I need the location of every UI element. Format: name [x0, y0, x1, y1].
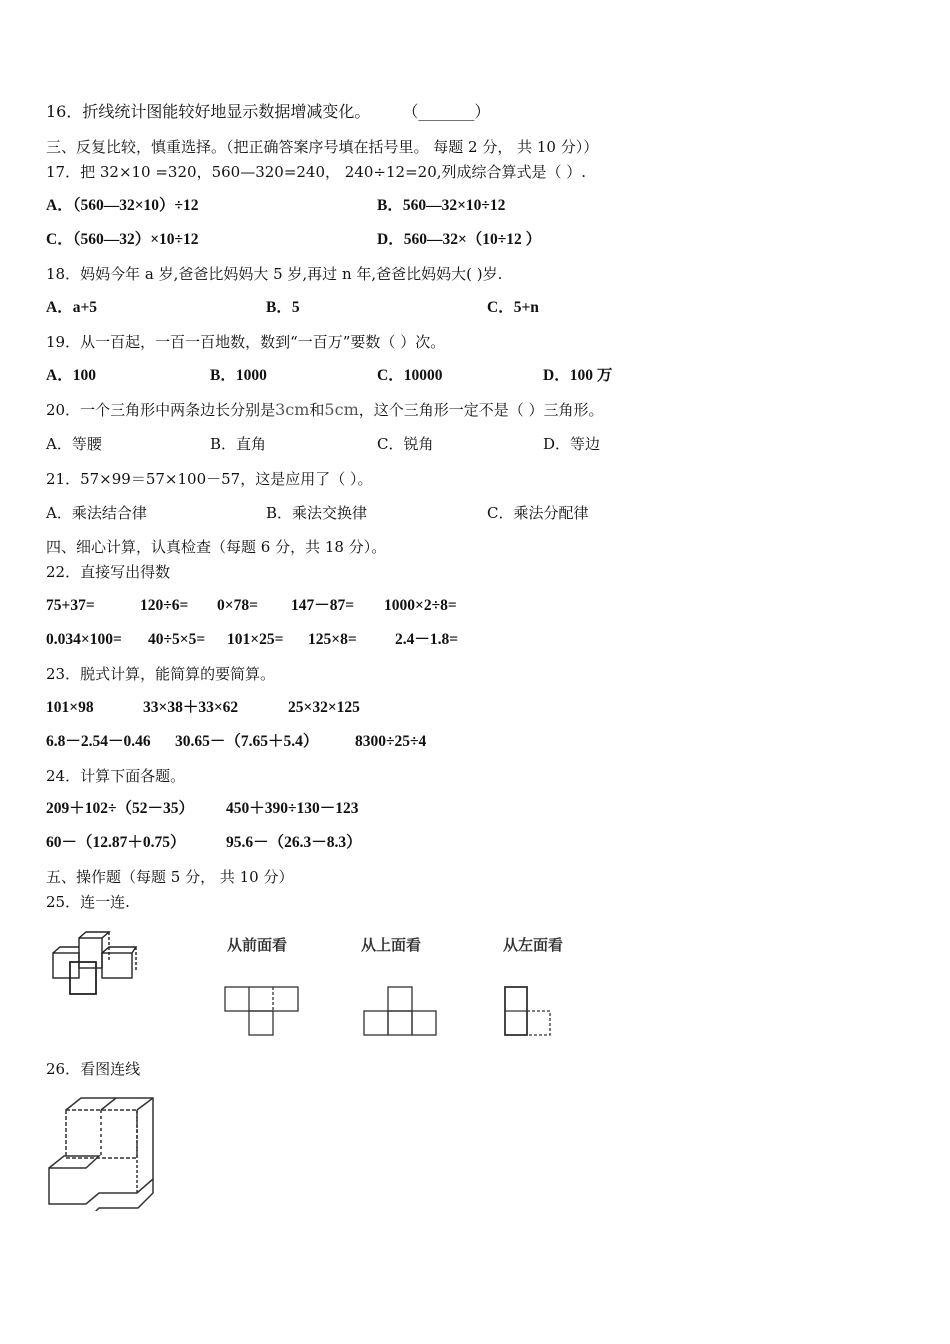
q26-text: 26．看图连线: [46, 1060, 141, 1078]
q24-item: 450＋390÷130－123: [226, 800, 359, 817]
q21-text: 21．57×99＝57×100－57，这是应用了（ ）。: [46, 470, 373, 488]
section-5-heading: 五、操作题（每题 5 分， 共 10 分）: [46, 868, 294, 886]
q22-item: 0×78=: [217, 597, 258, 614]
q25-cube-figure: [48, 930, 148, 1002]
q17-option-b: B．560—32×10÷12: [377, 197, 506, 214]
q18-text: 18．妈妈今年 a 岁,爸爸比妈妈大 5 岁,再过 n 年,爸爸比妈妈大( )岁.: [46, 265, 503, 283]
q20-mid: 和: [309, 401, 325, 419]
q20-option-c: C．锐角: [377, 435, 434, 453]
q23-item: 25×32×125: [288, 699, 360, 716]
q20-option-b: B．直角: [210, 435, 267, 453]
top-view-label: 从上面看: [361, 936, 422, 954]
q18-option-a: A．a+5: [46, 299, 98, 316]
q24-text: 24．计算下面各题。: [46, 767, 186, 785]
q17-option-a: A．（560—32×10）÷12: [46, 197, 199, 214]
q26-cube-figure: [46, 1093, 158, 1211]
left-view-figure: [502, 985, 558, 1037]
q20-option-d: D．等边: [543, 435, 601, 453]
q19-option-a: A．100: [46, 367, 96, 384]
front-view-label: 从前面看: [227, 936, 288, 954]
q23-text: 23．脱式计算，能简算的要简算。: [46, 665, 276, 683]
q23-item: 30.65－（7.65＋5.4）: [175, 733, 319, 750]
q21-option-c: C．乘法分配律: [487, 504, 589, 522]
q23-item: 33×38＋33×62: [143, 699, 239, 716]
q25-text: 25．连一连.: [46, 893, 130, 911]
q21-option-b: B．乘法交换律: [266, 504, 368, 522]
q19-option-d: D．100 万: [543, 367, 613, 384]
q17-option-c: C．（560—32）×10÷12: [46, 231, 199, 248]
q16-blank: （_______）: [410, 102, 491, 121]
q22-item: 125×8=: [308, 631, 357, 648]
q16-text: 16．折线统计图能较好地显示数据增减变化。: [46, 102, 371, 121]
q17-text: 17．把 32×10 =320，560—320=240， 240÷12=20,列成综合算式是（ ）.: [46, 163, 587, 181]
q22-item: 75+37=: [46, 597, 95, 614]
q21-option-a: A．乘法结合律: [46, 504, 147, 522]
q19-option-b: B．1000: [210, 367, 267, 384]
q22-item: 101×25=: [227, 631, 284, 648]
q20-text-a: 20．一个三角形中两条边长分别是: [46, 401, 276, 419]
q22-item: 120÷6=: [140, 597, 189, 614]
q22-item: 0.034×100=: [46, 631, 122, 648]
q16: [46, 102, 490, 122]
q22-item: 40÷5×5=: [148, 631, 206, 648]
q24-item: 95.6－（26.3－8.3）: [226, 834, 362, 851]
q17-option-d: D．560—32×（10÷12 ）: [377, 231, 542, 248]
q18-option-c: C．5+n: [487, 299, 539, 316]
q23-item: 8300÷25÷4: [355, 733, 427, 750]
q19-text: 19．从一百起，一百一百地数，数到“一百万”要数（ ）次。: [46, 333, 446, 351]
left-view-label: 从左面看: [503, 936, 564, 954]
top-view-figure: [361, 985, 441, 1037]
section-3-heading: 三、反复比较，慎重选择。（把正确答案序号填在括号里。 每题 2 分， 共 10 分））: [46, 138, 599, 156]
q23-item: 101×98: [46, 699, 94, 716]
section-4-heading: 四、细心计算，认真检查（每题 6 分，共 18 分）。: [46, 538, 387, 556]
q20-measure-1: 3cm: [275, 400, 310, 419]
q24-item: 60－（12.87＋0.75）: [46, 834, 186, 851]
q20-text-b: ，这个三角形一定不是（ ）三角形。: [358, 401, 604, 419]
q20-text: [46, 400, 604, 420]
q22-item: 2.4－1.8=: [395, 631, 459, 648]
q19-option-c: C．10000: [377, 367, 443, 384]
q22-item: 147－87=: [291, 597, 355, 614]
q24-item: 209＋102÷（52－35）: [46, 800, 195, 817]
q18-option-b: B．5: [266, 299, 300, 316]
front-view-figure: [222, 985, 302, 1037]
q20-measure-2: 5cm: [324, 400, 359, 419]
q22-item: 1000×2÷8=: [384, 597, 457, 614]
q20-option-a: A．等腰: [46, 435, 102, 453]
q22-text: 22．直接写出得数: [46, 563, 171, 581]
q23-item: 6.8－2.54－0.46: [46, 733, 151, 750]
